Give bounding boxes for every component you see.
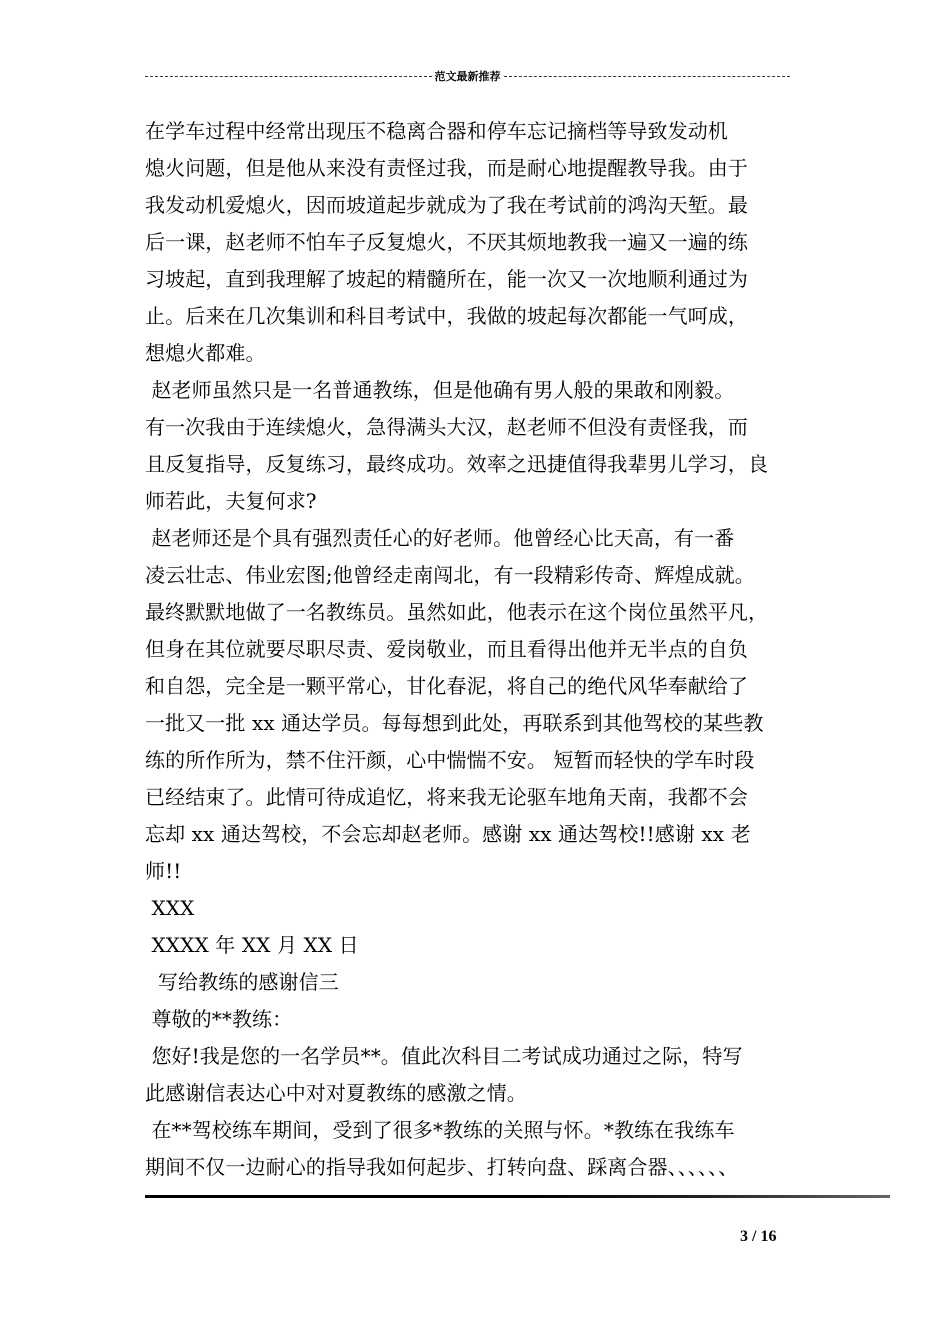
text-line: 止。后来在几次集训和科目考试中，我做的坡起每次都能一气呵成，: [145, 304, 748, 328]
text-line: 但身在其位就要尽职尽责、爱岗敬业，而且看得出他并无半点的自负: [145, 637, 748, 661]
text-line: 您好!我是您的一名学员**。值此次科目二考试成功通过之际，特写: [145, 1044, 743, 1068]
page-header: [145, 66, 790, 86]
page-number: 3 / 16: [740, 1228, 777, 1245]
header-dash-left: [145, 76, 432, 77]
header-title: 范文最新推荐: [434, 70, 501, 83]
header-dash-right: [504, 76, 791, 77]
text-line: 已经结束了。此情可待成追忆，将来我无论驱车地角天南，我都不会: [145, 785, 748, 809]
text-line: 赵老师虽然只是一名普通教练，但是他确有男人般的果敢和刚毅。: [145, 378, 735, 402]
section-heading: 写给教练的感谢信三: [145, 970, 339, 994]
text-line: 有一次我由于连续熄火，急得满头大汉，赵老师不但没有责怪我，而: [145, 415, 748, 439]
text-line: 在学车过程中经常出现压不稳离合器和停车忘记摘档等导致发动机: [145, 119, 728, 143]
text-line: 后一课，赵老师不怕车子反复熄火，不厌其烦地教我一遍又一遍的练: [145, 230, 748, 254]
text-line: 练的所作所为，禁不住汗颜，心中惴惴不安。 短暂而轻快的学车时段: [145, 748, 755, 772]
text-line: 习坡起，直到我理解了坡起的精髓所在，能一次又一次地顺利通过为: [145, 267, 748, 291]
text-line: 熄火问题，但是他从来没有责怪过我，而是耐心地提醒教导我。由于: [145, 156, 748, 180]
footer-rule: [145, 1195, 890, 1198]
text-line: 最终默默地做了一名教练员。虽然如此，他表示在这个岗位虽然平凡，: [145, 600, 769, 624]
text-line: 一批又一批 xx 通达学员。每每想到此处，再联系到其他驾校的某些教: [145, 711, 764, 735]
text-line: 此感谢信表达心中对对夏教练的感激之情。: [145, 1081, 527, 1105]
text-line: 想熄火都难。: [145, 341, 266, 365]
text-line: 期间不仅一边耐心的指导我如何起步、打转向盘、踩离合器、、、、、、: [145, 1155, 739, 1179]
text-line: 我发动机爱熄火，因而坡道起步就成为了我在考试前的鸿沟天堑。最: [145, 193, 748, 217]
text-line: 且反复指导，反复练习，最终成功。效率之迅捷值得我辈男儿学习，良: [145, 452, 769, 476]
text-line: 忘却 xx 通达驾校，不会忘却赵老师。感谢 xx 通达驾校!!感谢 xx 老: [145, 822, 751, 846]
signature-line: XXX: [145, 896, 195, 920]
salutation-line: 尊敬的**教练：: [145, 1007, 293, 1031]
text-line: 在**驾校练车期间，受到了很多*教练的关照与怀。*教练在我练车: [145, 1118, 735, 1142]
text-line: 师若此，夫复何求?: [145, 489, 317, 513]
text-line: 凌云壮志、伟业宏图;他曾经走南闯北，有一段精彩传奇、辉煌成就。: [145, 563, 755, 587]
date-line: XXXX 年 XX 月 XX 日: [145, 933, 359, 957]
text-line: 赵老师还是个具有强烈责任心的好老师。他曾经心比天高，有一番: [145, 526, 735, 550]
text-line: 和自怨，完全是一颗平常心，甘化春泥，将自己的绝代风华奉献给了: [145, 674, 748, 698]
text-line: 师!!: [145, 859, 182, 883]
document-body: [145, 113, 810, 1186]
